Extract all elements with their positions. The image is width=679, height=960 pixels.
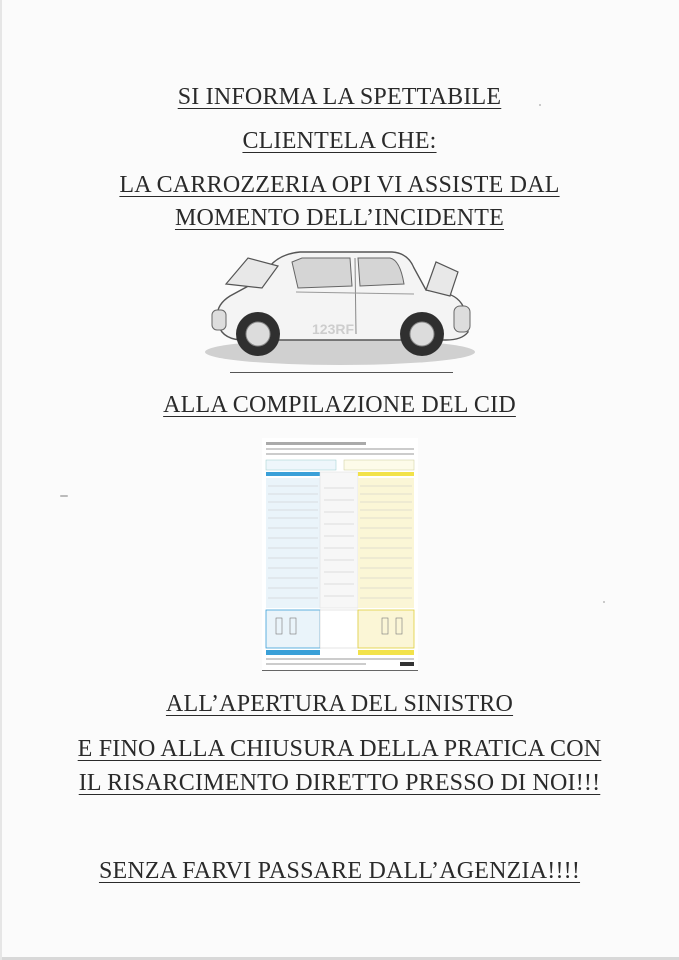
cid-form-image (262, 438, 418, 670)
paper-speck (60, 495, 68, 497)
paper-speck (603, 601, 605, 603)
notice-line-3: LA CARROZZERIA OPI VI ASSISTE DAL (119, 172, 560, 198)
paper-speck (539, 104, 541, 106)
car-watermark: 123RF (312, 321, 355, 337)
notice-line-5: ALLA COMPILAZIONE DEL CID (163, 392, 516, 418)
notice-line-4: MOMENTO DELL’INCIDENTE (174, 205, 505, 231)
crashed-car-image (200, 244, 485, 370)
notice-line-6: ALL’APERTURA DEL SINISTRO (165, 691, 514, 717)
notice-line-9: SENZA FARVI PASSARE DALL’AGENZIA!!!! (98, 858, 581, 884)
notice-line-7: E FINO ALLA CHIUSURA DELLA PRATICA CON (77, 736, 602, 762)
form-divider (262, 670, 418, 671)
car-divider (230, 372, 453, 373)
notice-line-1: SI INFORMA LA SPETTABILE (177, 84, 502, 110)
notice-line-8: IL RISARCIMENTO DIRETTO PRESSO DI NOI!!! (78, 770, 601, 796)
notice-line-2: CLIENTELA CHE: (242, 128, 437, 154)
